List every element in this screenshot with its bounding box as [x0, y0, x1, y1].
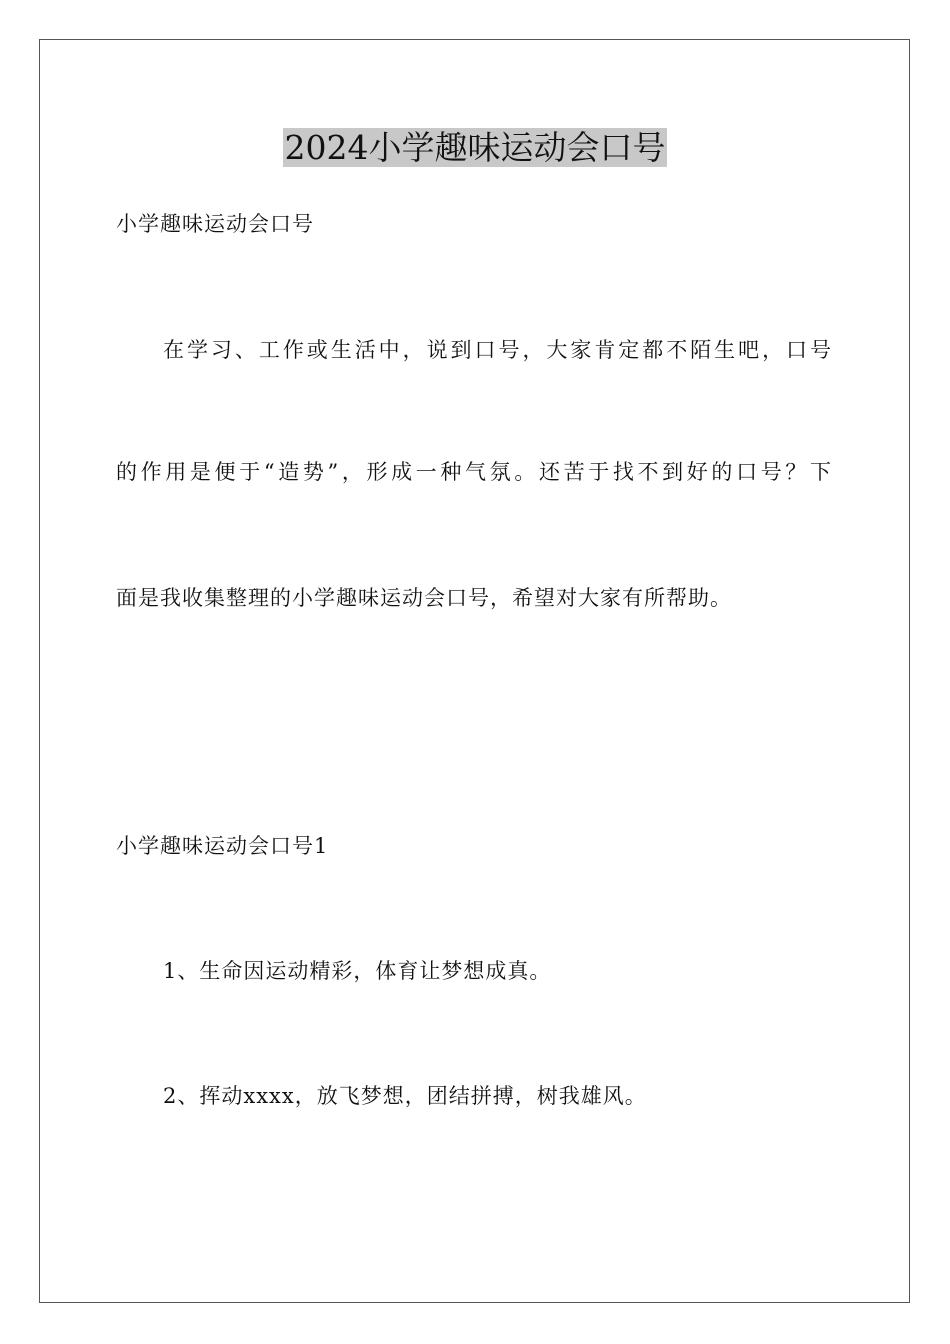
intro-line-2: 的作用是便于“造势”，形成一种气氛。还苦于找不到好的口号？下 [116, 460, 832, 484]
document-title [0, 126, 950, 170]
slogan-item: 2、挥动xxxx，放飞梦想，团结拼搏，树我雄风。 [163, 1084, 647, 1108]
section-heading: 小学趣味运动会口号1 [116, 834, 329, 858]
intro-line-1: 在学习、工作或生活中，说到口号，大家肯定都不陌生吧，口号 [163, 338, 832, 362]
intro-line-3: 面是我收集整理的小学趣味运动会口号，希望对大家有所帮助。 [116, 586, 732, 610]
subtitle: 小学趣味运动会口号 [116, 212, 314, 236]
slogan-item: 1、生命因运动精彩，体育让梦想成真。 [163, 959, 552, 983]
document-title-text: 2024小学趣味运动会口号 [284, 128, 666, 167]
